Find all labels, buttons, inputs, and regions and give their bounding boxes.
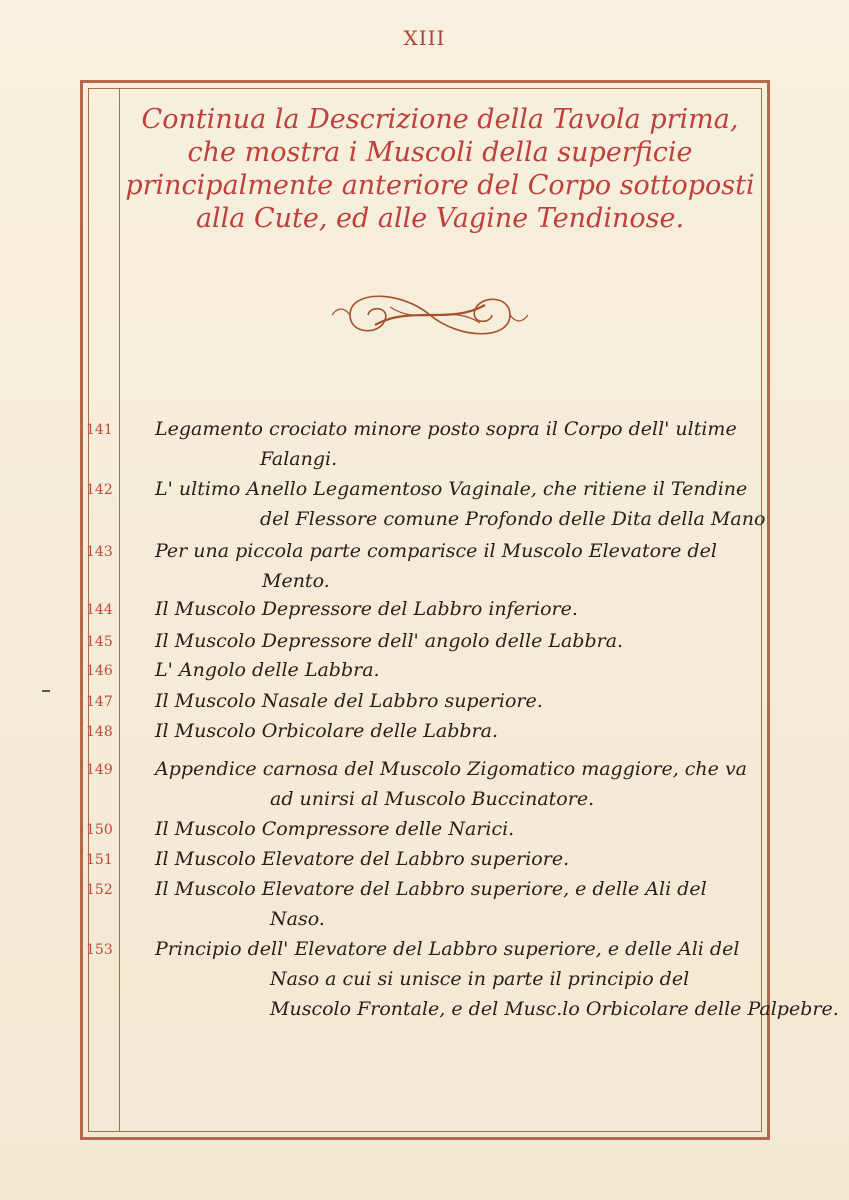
entry-number: 143 xyxy=(86,544,113,560)
entry-continuation: Muscolo Frontale, e del Musc.lo Orbicolare delle Palpebre. xyxy=(270,998,839,1020)
entry-text: Il Muscolo Orbicolare delle Labbra. xyxy=(155,720,499,742)
entry-number: 153 xyxy=(86,942,113,958)
margin-rule xyxy=(119,88,120,1132)
entry-number: 141 xyxy=(86,422,113,438)
entry-number: 151 xyxy=(86,852,113,868)
entry-number: 145 xyxy=(86,634,113,650)
entry-number: 142 xyxy=(86,482,113,498)
entry-number: 149 xyxy=(86,762,113,778)
page-heading: Continua la Descrizione della Tavola prima, che mostra i Muscoli della superficie principalmente anteriore del Corpo sottoposti alla Cute, ed alle Vagine Tendinose. xyxy=(125,104,755,234)
entry-continuation: Naso. xyxy=(270,908,325,930)
margin-mark xyxy=(42,690,50,692)
entry-continuation: Falangi. xyxy=(260,448,338,470)
entry-continuation: Mento. xyxy=(262,570,330,592)
entry-text: Principio dell' Elevatore del Labbro superiore, e delle Ali del xyxy=(155,938,740,960)
entry-text: Legamento crociato minore posto sopra il Corpo dell' ultime xyxy=(155,418,737,440)
entry-text: Il Muscolo Depressore dell' angolo delle Labbra. xyxy=(155,630,624,652)
entry-text: Il Muscolo Elevatore del Labbro superiore, e delle Ali del xyxy=(155,878,707,900)
entry-number: 150 xyxy=(86,822,113,838)
entry-continuation: ad unirsi al Muscolo Buccinatore. xyxy=(270,788,595,810)
entry-text: Il Muscolo Nasale del Labbro superiore. xyxy=(155,690,543,712)
entry-text: Il Muscolo Elevatore del Labbro superiore. xyxy=(155,848,570,870)
entry-number: 152 xyxy=(86,882,113,898)
entry-text: Il Muscolo Compressore delle Narici. xyxy=(155,818,515,840)
entry-continuation: del Flessore comune Profondo delle Dita della Mano xyxy=(260,508,766,530)
entry-number: 144 xyxy=(86,602,113,618)
entry-number: 146 xyxy=(86,663,113,679)
entry-continuation: Naso a cui si unisce in parte il principio del xyxy=(270,968,690,990)
entry-number: 148 xyxy=(86,724,113,740)
entry-text: Il Muscolo Depressore del Labbro inferiore. xyxy=(155,598,578,620)
entry-text: L' ultimo Anello Legamentoso Vaginale, che ritiene il Tendine xyxy=(155,478,748,500)
page-number: XIII xyxy=(403,26,446,50)
entry-text: L' Angolo delle Labbra. xyxy=(155,659,380,681)
entry-text: Appendice carnosa del Muscolo Zigomatico maggiore, che va xyxy=(155,758,748,780)
entry-number: 147 xyxy=(86,694,113,710)
flourish-ornament xyxy=(330,285,530,345)
entry-text: Per una piccola parte comparisce il Muscolo Elevatore del xyxy=(155,540,717,562)
